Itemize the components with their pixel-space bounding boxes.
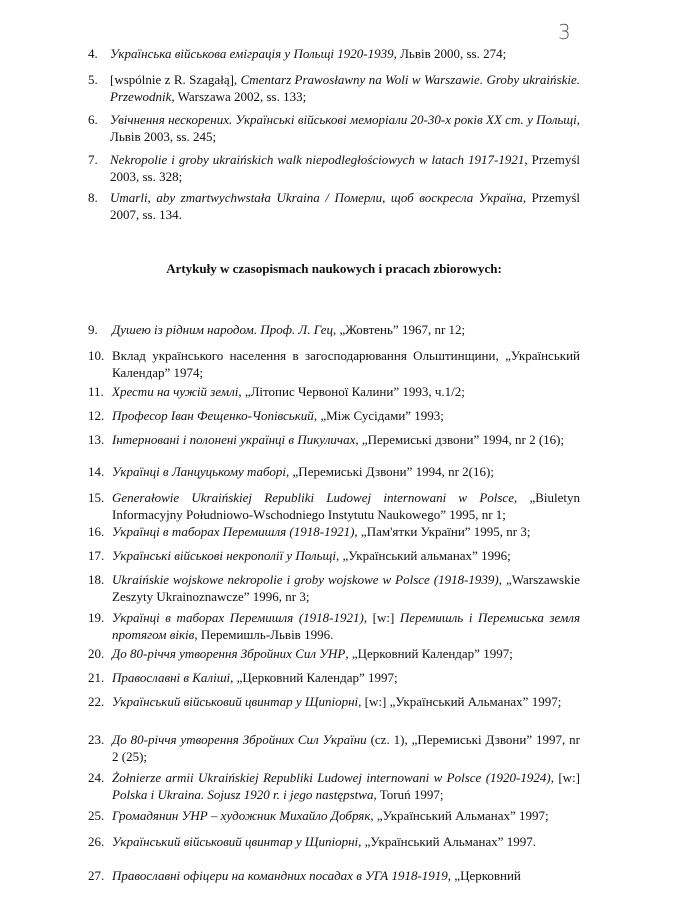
entry-text: [88, 432, 580, 449]
entry-details: (cz. 1), „Перемиські Дзвони” 1997, nr 2 (25);: [112, 732, 580, 764]
entry-details: Вклад українського населення в загосподарювання Ольштинщини, „Український Календар” 1974;: [112, 348, 580, 380]
entry-title: Увічнення нескорених. Українські військові меморіали 20-30-х років XX ст. у Польщі: [110, 112, 577, 127]
entry-title: Umarli, aby zmartwychwstała Ukraina / Померли, щоб воскресла Україна: [110, 190, 523, 205]
entry-title: Український військовий цвинтар у Щипіорні: [112, 834, 359, 849]
bibliography-entry: [88, 152, 580, 185]
entry-text: [88, 834, 580, 851]
entry-number: 12.: [88, 408, 105, 423]
entry-title: Українська військова еміграція у Польщі 1920-1939: [110, 46, 394, 61]
entry-text: [88, 72, 580, 105]
entry-details: , Львів 2000, ss. 274;: [393, 46, 507, 61]
bibliography-entry: [88, 808, 580, 825]
bibliography-entry: [88, 432, 580, 449]
entry-details: , „Biuletyn Informacyjny Południowo-Wschodniego Instytutu Naukowego” 1995, nr 1;: [112, 490, 580, 522]
bibliography-entry: [88, 72, 580, 105]
entry-details: , „Церковний Календар” 1997;: [345, 646, 513, 661]
entry-details: , „Український альманах” 1996;: [335, 548, 511, 563]
entry-number: 22.: [88, 694, 105, 709]
bibliography-entry: [88, 610, 580, 643]
entry-details: , Toruń 1997;: [373, 786, 444, 802]
entry-title: Żołnierze armii Ukraińskiej Republiki Ludowej internowani w Polsce (1920-1924): [112, 770, 551, 785]
entry-title: Православні в Каліші: [112, 670, 231, 685]
entry-title: Polska i Ukraina. Sojusz 1920 r. i jego następstwa: [112, 786, 374, 802]
entry-title: Українці в таборах Перемишля (1918-1921): [112, 524, 355, 539]
entry-number: 14.: [88, 464, 105, 479]
bibliography-entry: [88, 694, 580, 711]
entry-text: [88, 112, 580, 145]
entry-number: 16.: [88, 524, 105, 539]
entry-text: [88, 732, 580, 765]
bibliography-entry: [88, 834, 580, 851]
entry-title: Nekropolie i groby ukraińskich walk niepodległościowych w latach 1917-1921: [110, 152, 525, 167]
bibliography-entry: [88, 384, 580, 401]
entry-details: , [w:] „Український Альманах” 1997;: [358, 694, 562, 709]
entry-title: Українці в таборах Перемишля (1918-1921): [112, 610, 364, 625]
entry-text: [88, 152, 580, 185]
entry-text: [88, 190, 580, 223]
entry-number: 25.: [88, 808, 105, 823]
entry-title: До 80-річчя утворення Збройних Сил України: [112, 732, 367, 747]
entry-number: 4.: [88, 46, 98, 61]
entry-text: [88, 610, 580, 643]
bibliography-entry: [88, 732, 580, 765]
entry-number: 10.: [88, 348, 105, 363]
entry-details: , Warszawa 2002, ss. 133;: [171, 88, 307, 104]
entry-title: Cmentarz Prawosławny na Woli w Warszawie. Groby ukraińskie. Przewodnik: [110, 72, 581, 104]
entry-number: 19.: [88, 610, 105, 625]
bibliography-entry: [88, 868, 580, 885]
entry-text: [88, 490, 580, 523]
entry-number: 20.: [88, 646, 105, 661]
page-number: 3: [558, 20, 571, 44]
entry-text: [88, 384, 580, 401]
entry-number: 9.: [88, 322, 98, 337]
bibliography-entry: [88, 464, 580, 481]
entry-title: Ukraińskie wojskowe nekropolie i groby wojskowe w Polsce (1918-1939): [112, 572, 499, 587]
entry-text: [88, 868, 580, 885]
entry-details: , „Жовтень” 1967, nr 12;: [333, 322, 466, 337]
entry-details: , „Український Альманах” 1997;: [370, 808, 549, 823]
entry-details: , Перемишль-Львів 1996.: [194, 626, 334, 642]
entry-text: [88, 694, 580, 711]
bibliography-entry: [88, 670, 580, 687]
entry-text: [88, 808, 580, 825]
entry-number: 13.: [88, 432, 105, 447]
entry-details: , „Перемиські дзвони” 1994, nr 2 (16);: [355, 432, 565, 447]
entry-text: [88, 670, 580, 687]
entry-details: , „Перемиські Дзвони” 1994, nr 2(16);: [286, 464, 494, 479]
entry-details: , „Між Сусідами” 1993;: [313, 408, 444, 423]
entry-details: , Przemyśl 2007, ss. 134.: [110, 190, 581, 222]
entry-details: , „Церковний: [447, 868, 521, 883]
entry-number: 15.: [88, 490, 105, 505]
entry-number: 6.: [88, 112, 98, 127]
entry-title: Православні офіцери на командних посадах в УГА 1918-1919: [112, 868, 448, 883]
entry-details: [wspólnie z R. Szagałą],: [110, 72, 241, 87]
entry-details: , [w:]: [550, 770, 580, 785]
entry-details: , Львів 2003, ss. 245;: [110, 112, 580, 144]
bibliography-entry: [88, 548, 580, 565]
entry-details: , [w:]: [363, 610, 400, 625]
entry-title: Generałowie Ukraińskiej Republiki Ludowej internowani w Polsce: [112, 490, 514, 505]
entry-title: Душею із рідним народом. Проф. Л. Гец: [112, 322, 334, 337]
section-heading: Artykuły w czasopismach naukowych i pracach zbiorowych:: [166, 261, 502, 276]
entry-number: 5.: [88, 72, 98, 87]
entry-details: , „Літопис Червоної Калини” 1993, ч.1/2;: [238, 384, 465, 399]
entry-text: [88, 548, 580, 565]
entry-number: 24.: [88, 770, 105, 785]
entry-text: [88, 408, 580, 425]
bibliography-entry: [88, 524, 580, 541]
entry-number: 26.: [88, 834, 105, 849]
entry-title: Професор Іван Фещенко-Чопівський: [112, 408, 314, 423]
entry-title: Хрести на чужій землі: [112, 384, 239, 399]
bibliography-entry: [88, 112, 580, 145]
entry-details: , „Український Альманах” 1997.: [358, 834, 537, 849]
bibliography-entry: [88, 190, 580, 223]
bibliography-entry: [88, 646, 580, 663]
entry-number: 23.: [88, 732, 105, 747]
entry-number: 17.: [88, 548, 105, 563]
entry-number: 8.: [88, 190, 98, 205]
entry-text: [88, 322, 580, 339]
entry-number: 21.: [88, 670, 105, 685]
entry-title: Громадянин УНР – художник Михайло Добряк: [112, 808, 371, 823]
entry-number: 7.: [88, 152, 98, 167]
entry-text: [88, 646, 580, 663]
entry-details: , „Пам'ятки України” 1995, nr 3;: [354, 524, 531, 539]
entry-text: [88, 770, 580, 803]
entry-text: [88, 524, 580, 541]
entry-number: 27.: [88, 868, 105, 883]
bibliography-entry: [88, 322, 580, 339]
entry-title: Українські військові некрополії у Польщі: [112, 548, 336, 563]
entry-number: 11.: [88, 384, 104, 399]
entry-number: 18.: [88, 572, 105, 587]
entry-text: [88, 348, 580, 381]
bibliography-entry: [88, 46, 580, 63]
entry-text: [88, 46, 580, 63]
entry-details: , „Warszawskie Zeszyty Ukrainoznawcze” 1996, nr 3;: [112, 572, 580, 604]
entry-title: До 80-річчя утворення Збройних Сил УНР: [112, 646, 346, 661]
entry-title: Інтерновані і полонені українці в Пикуличах: [112, 432, 356, 447]
entry-title: Перемишль і Перемиська земля протягом віків: [112, 610, 580, 642]
entry-text: [88, 464, 580, 481]
entry-details: , Przemyśl 2003, ss. 328;: [110, 152, 580, 184]
bibliography-entry: [88, 348, 580, 381]
bibliography-entry: [88, 408, 580, 425]
entry-title: Український військовий цвинтар у Щипіорні: [112, 694, 359, 709]
entry-text: [88, 572, 580, 605]
entry-title: Українці в Ланцуцькому таборі: [112, 464, 287, 479]
entry-details: , „Церковний Календар” 1997;: [230, 670, 398, 685]
bibliography-entry: [88, 770, 580, 803]
bibliography-entry: [88, 490, 580, 523]
bibliography-entry: [88, 572, 580, 605]
